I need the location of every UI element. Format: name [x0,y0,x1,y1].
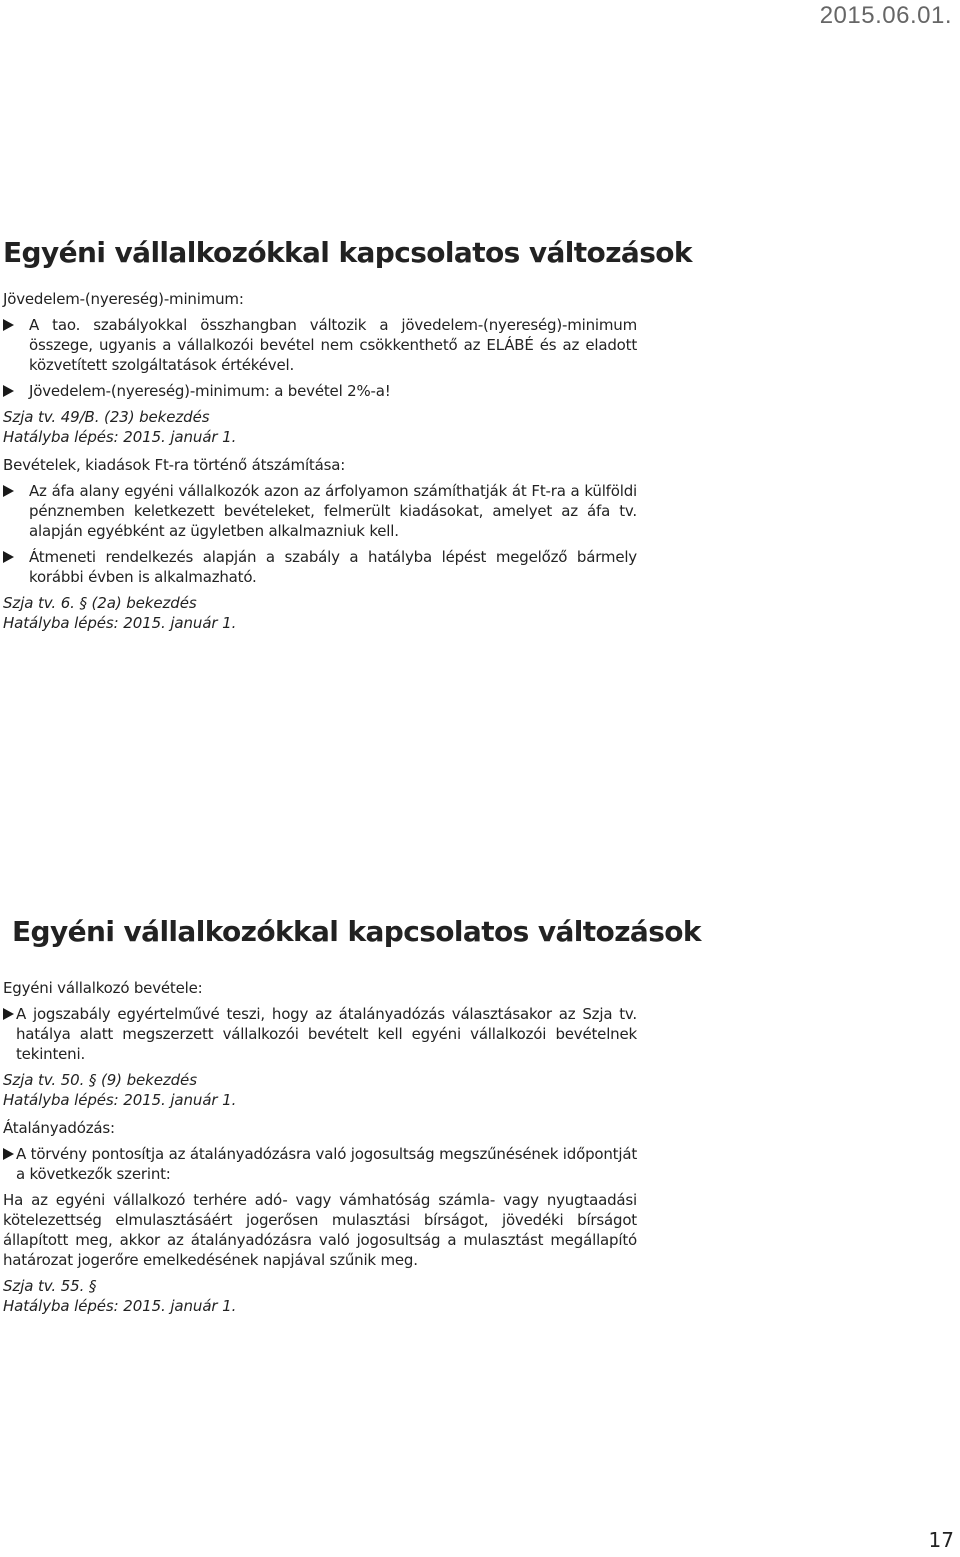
law-reference [3,1276,637,1316]
bullet-text: Átmeneti rendelkezés alapján a szabály a hatályba lépést megelőző bármely korábbi évben is alkalmazható. [29,548,637,586]
slide-2-title: Egyéni vállalkozókkal kapcsolatos változások [12,915,701,948]
triangle-bullet-icon [3,319,14,331]
bullet-text: Az áfa alany egyéni vállalkozók azon az árfolyamon számíthatják át Ft-ra a külföldi pénznemben keletkezett bevételeket, felmerült kiadásokat, amelyet az áfa tv. alapján egyébként az ügyletben alkalmazniuk kell. [29,482,637,540]
law-citation: Szja tv. 49/B. (23) bekezdés [3,408,210,426]
bullet-item [3,381,637,401]
law-citation: Szja tv. 50. § (9) bekezdés [3,1071,197,1089]
slide-2 [0,915,960,1324]
bullet-text: A jogszabály egyértelművé teszi, hogy az átalányadózás választásakor az Szja tv. hatálya alatt megszerzett vállalkozói bevételt kell egyéni vállalkozói bevételnek tekinteni. [16,1005,637,1063]
slide-1-content [0,289,637,633]
effective-date: Hatályba lépés: 2015. január 1. [3,1297,237,1315]
triangle-bullet-icon [3,385,14,397]
effective-date: Hatályba lépés: 2015. január 1. [3,614,237,632]
law-reference [3,593,637,633]
bullet-item [3,547,637,587]
law-citation: Szja tv. 55. § [3,1277,97,1295]
triangle-bullet-icon [3,1008,14,1020]
triangle-bullet-icon [3,485,14,497]
bullet-item [3,1144,637,1184]
bullet-item [3,481,637,541]
subheading-flat-rate-tax: Átalányadózás: [3,1119,115,1137]
page-number: 17 [928,1528,954,1552]
effective-date: Hatályba lépés: 2015. január 1. [3,428,237,446]
slide-1-title: Egyéni vállalkozókkal kapcsolatos változások [3,236,692,269]
subheading-income-minimum: Jövedelem-(nyereség)-minimum: [3,290,244,308]
body-paragraph: Ha az egyéni vállalkozó terhére adó- vagy vámhatóság számla- vagy nyugtaadási kötelezettség elmulasztásáért jogerősen mulasztási bírságot, jövedéki bírságot állapított meg, akkor az átalányadózásra való jogosultság a mulasztást megállapító határozat jogerőre emelkedésének napjával szűnik meg. [3,1191,637,1269]
bullet-text: Jövedelem-(nyereség)-minimum: a bevétel 2%-a! [29,382,391,400]
subheading-entrepreneur-income: Egyéni vállalkozó bevétele: [3,979,203,997]
triangle-bullet-icon [3,1148,14,1160]
bullet-item [3,315,637,375]
effective-date: Hatályba lépés: 2015. január 1. [3,1091,237,1109]
slide-2-content [0,978,637,1316]
law-citation: Szja tv. 6. § (2a) bekezdés [3,594,197,612]
bullet-text: A törvény pontosítja az átalányadózásra való jogosultság megszűnésének időpontját a következők szerint: [16,1145,637,1183]
bullet-item [3,1004,637,1064]
subheading-conversion: Bevételek, kiadások Ft-ra történő átszámítása: [3,456,346,474]
law-reference [3,1070,637,1110]
header-date: 2015.06.01. [819,2,952,29]
bullet-text: A tao. szabályokkal összhangban változik a jövedelem-(nyereség)-minimum összege, ugyanis a vállalkozói bevétel nem csökkenthető az ELÁBÉ és az eladott közvetített szolgáltatások értékével. [29,316,637,374]
triangle-bullet-icon [3,551,14,563]
slide-1 [0,236,960,641]
law-reference [3,407,637,447]
